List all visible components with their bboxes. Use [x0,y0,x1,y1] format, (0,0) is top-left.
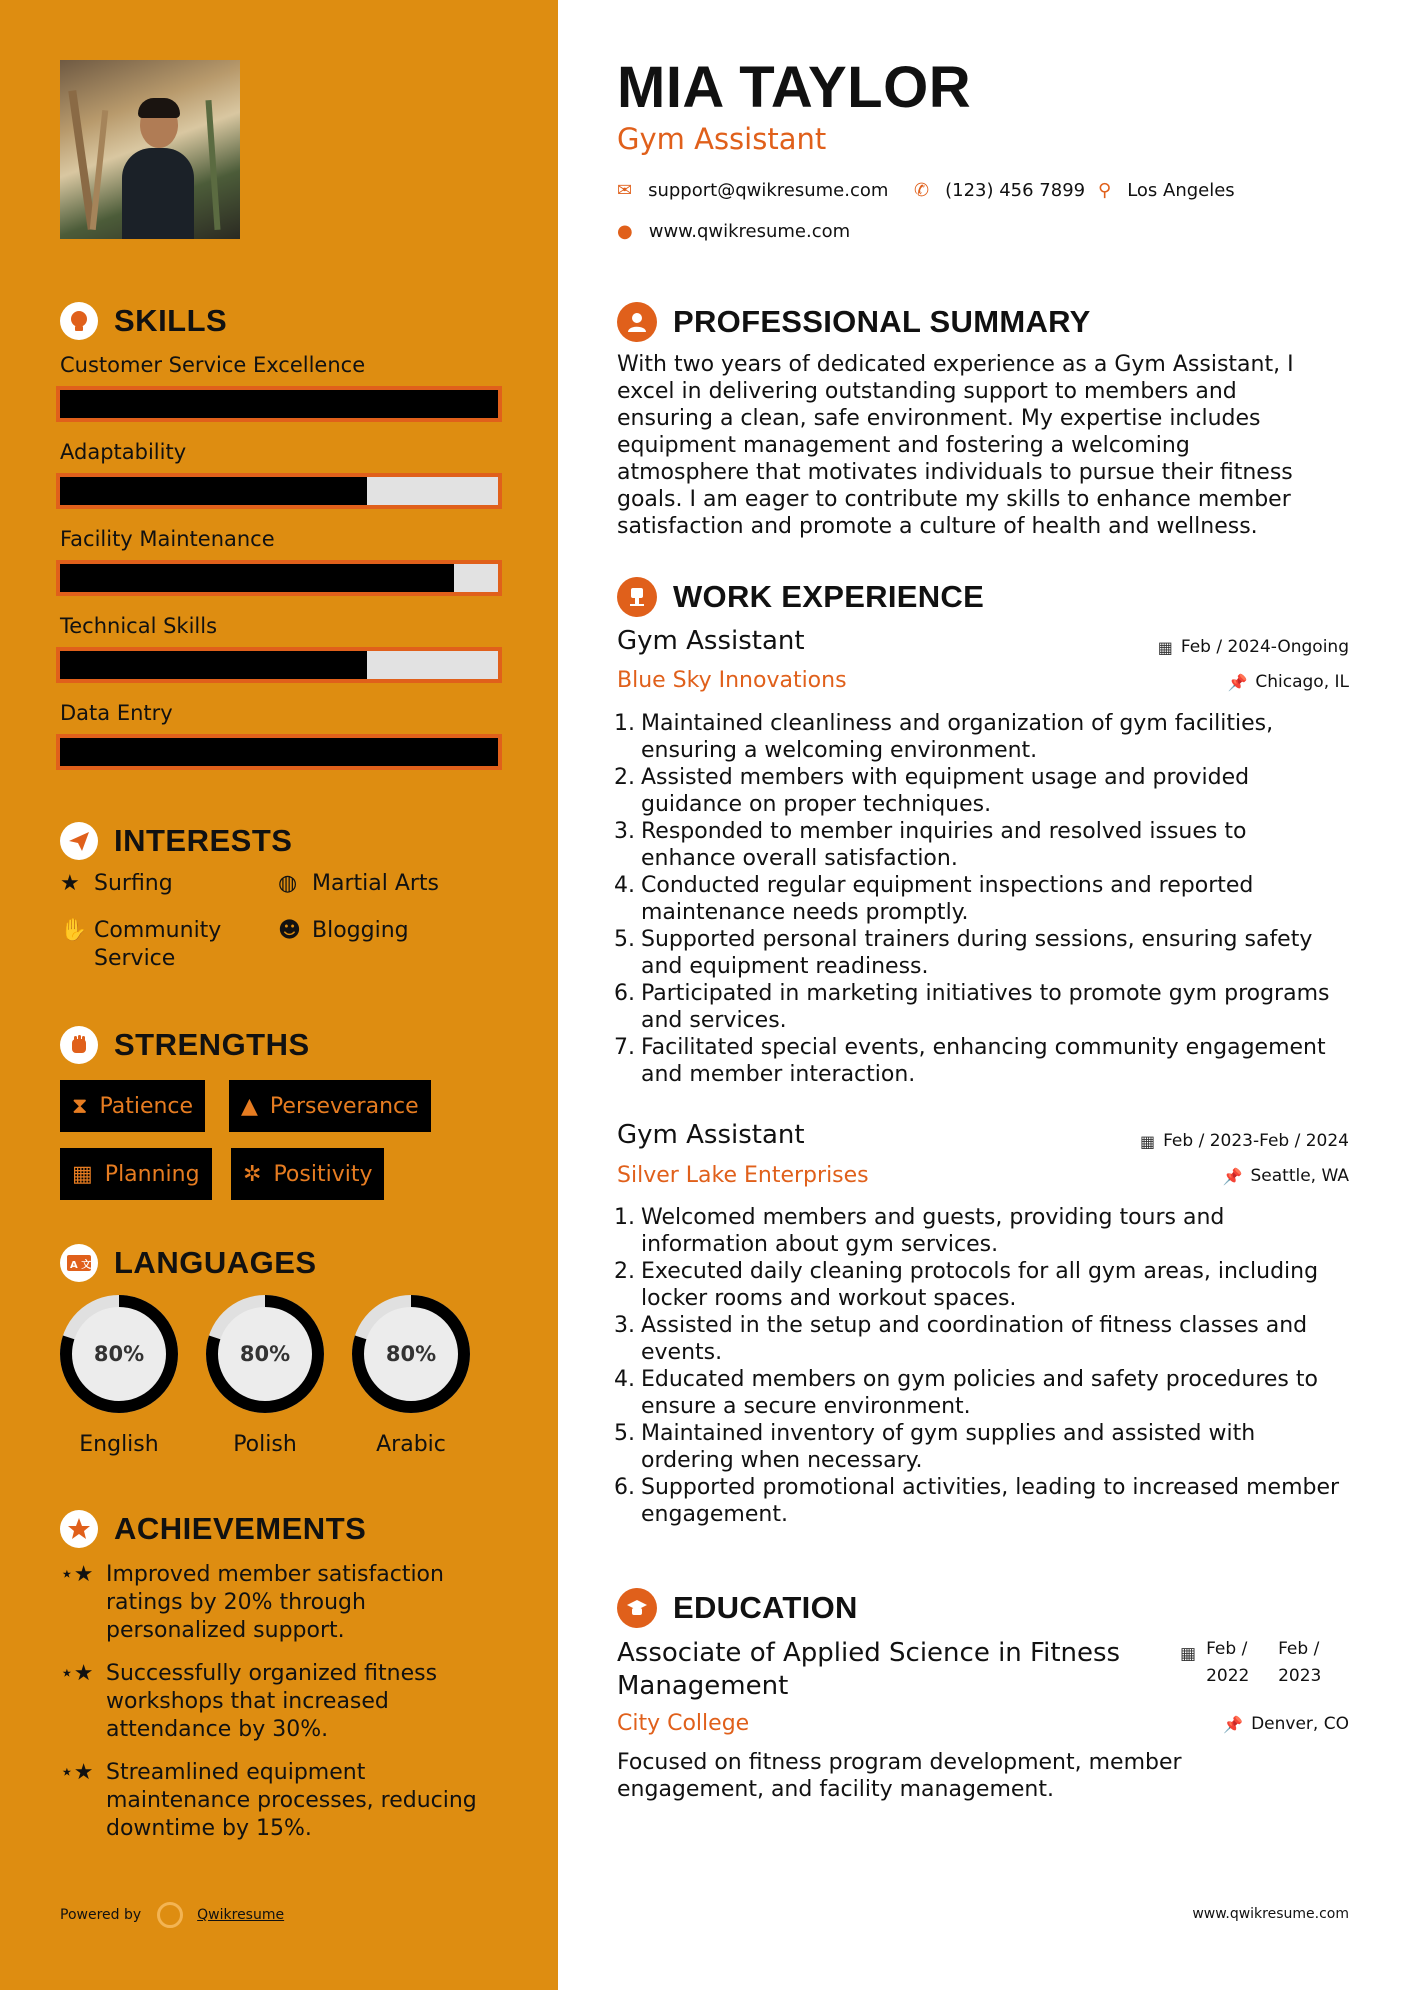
job-location-text: Chicago, IL [1255,672,1349,692]
language-ring [57,1292,181,1416]
qwikresume-link[interactable]: Qwikresume [197,1907,285,1923]
language-percent: 80% [385,1342,437,1366]
calendar-icon: ▦ [72,1161,93,1187]
calendar-icon: ▦ [1139,1131,1156,1151]
education-heading [617,1588,858,1628]
skill-bar-fill [60,477,367,505]
achievement-item [60,1759,500,1843]
language-item [57,1292,181,1457]
language-item [203,1292,327,1457]
globe-icon: ● [617,221,633,242]
job-duties-list [607,710,1347,1088]
language-percent: 80% [93,1342,145,1366]
list-item: 5. Supported personal trainers during sessions, ensuring safety and equipment readiness. [614,927,1313,979]
strength-tag [231,1148,384,1200]
list-item: 6. Participated in marketing initiatives to promote gym programs and services. [614,981,1330,1033]
strength-tag [60,1080,205,1132]
strengths-heading [60,1026,310,1064]
language-name: English [79,1432,159,1457]
skill-bar [56,386,502,422]
user-icon [617,302,657,342]
skill-bar-fill [60,738,498,766]
interest-item [60,917,240,973]
sun-icon: ✲ [243,1161,262,1187]
list-item: 1. Maintained cleanliness and organization of gym facilities, ensuring a welcoming environment. [614,711,1274,763]
company-name: Blue Sky Innovations [617,668,847,693]
list-item: 5. Maintained inventory of gym supplies and assisted with ordering when necessary. [614,1421,1256,1473]
website-text[interactable]: www.qwikresume.com [648,221,851,242]
skill-bar-fill [60,651,367,679]
interests-heading [60,822,292,860]
interest-label: Community Service [94,918,222,971]
interest-label: Martial Arts [312,871,440,896]
language-name: Arabic [376,1432,446,1457]
powered-by-text: Powered by [60,1907,142,1923]
interests-heading-text: INTERESTS [114,823,293,858]
graduation-icon [617,1588,657,1628]
strength-label: Perseverance [269,1093,419,1119]
education-dates [1180,1636,1328,1690]
medal-icon [60,1510,98,1548]
job-title: Gym Assistant [617,626,805,656]
job-dates-text: Feb / 2024-Ongoing [1180,637,1349,657]
trophy-star-icon: ⋆★ [60,1661,94,1686]
list-item: 2. Executed daily cleaning protocols for all gym areas, including locker rooms and workout spaces. [614,1259,1319,1311]
map-pin-icon: ⚲ [1098,180,1112,201]
achievements-heading [60,1510,366,1548]
road-icon: ▲ [241,1093,258,1119]
trophy-star-icon: ⋆★ [60,1562,94,1587]
paper-plane-icon [60,822,98,860]
skill-bar [56,647,502,683]
calendar-icon: ▦ [1157,637,1173,657]
fist-icon [60,1026,98,1064]
sidebar [0,0,558,1990]
summary-text: With two years of dedicated experience as a Gym Assistant, I excel in delivering outstanding support to members and ensuring a clean, safe environment. My expertise includes equipment management and fostering a welcoming atmosphere that motivates individuals to pursue their fitness goals. I am eager to contribute my skills to enhance member satisfaction and promote a culture of health and wellness. [617,352,1294,539]
language-percent: 80% [239,1342,291,1366]
education-location [1223,1714,1349,1734]
footer-website[interactable]: www.qwikresume.com [1192,1906,1349,1922]
phone-text: (123) 456 7899 [945,180,1086,201]
summary-heading [617,302,1091,342]
powered-by [60,1902,284,1928]
job-location-text: Seattle, WA [1250,1166,1349,1186]
pin-icon: 📌 [1222,1166,1243,1186]
achievement-text: Successfully organized fitness workshops that increased attendance by 30%. [106,1661,438,1742]
list-item: 4. Conducted regular equipment inspections and reported maintenance needs promptly. [614,873,1254,925]
email-text[interactable]: support@qwikresume.com [648,180,889,201]
strength-label: Patience [99,1093,194,1119]
star-icon: ★ [60,871,80,896]
trophy-star-icon: ⋆★ [60,1760,94,1785]
candidate-role: Gym Assistant [617,122,827,156]
languages-heading [60,1244,317,1282]
hand-icon: ✋ [60,918,88,943]
education-description: Focused on fitness program development, member engagement, and facility management. [617,1750,1182,1802]
qwikresume-logo-icon [157,1902,183,1928]
list-item: 3. Assisted in the setup and coordination of fitness classes and events. [614,1313,1308,1365]
language-ring [349,1292,473,1416]
pin-icon: 📌 [1223,1714,1244,1734]
skill-bar-fill [60,564,454,592]
interest-label: Surfing [94,871,173,896]
interest-item [278,917,409,945]
skill-bar [56,734,502,770]
calendar-icon: ▦ [1180,1644,1197,1664]
list-item: 6. Supported promotional activities, leading to increased member engagement. [614,1475,1340,1527]
list-item: 1. Welcomed members and guests, providing tours and information about gym services. [614,1205,1225,1257]
list-item: 2. Assisted members with equipment usage and provided guidance on proper techniques. [614,765,1250,817]
job-location [1227,672,1349,692]
skill-bar [56,560,502,596]
skill-bar-fill [60,390,498,418]
contact-phone [914,180,1085,201]
summary-heading-text: PROFESSIONAL SUMMARY [673,304,1091,339]
location-text: Los Angeles [1127,180,1235,201]
list-item: 7. Facilitated special events, enhancing community engagement and member interaction. [614,1035,1326,1087]
degree-title: Associate of Applied Science in Fitness Management [617,1638,1121,1701]
job-title: Gym Assistant [617,1120,805,1150]
languages-heading-text: LANGUAGES [114,1245,317,1280]
skill-bar [56,473,502,509]
achievement-text: Improved member satisfaction ratings by 20% through personalized support. [106,1562,444,1643]
achievement-text: Streamlined equipment maintenance processes, reducing downtime by 15%. [106,1760,477,1841]
language-item [349,1292,473,1457]
experience-heading [617,577,984,617]
education-location-text: Denver, CO [1251,1714,1349,1734]
lightbulb-icon [60,302,98,340]
users-icon: ☻ [278,918,301,943]
language-name: Polish [233,1432,297,1457]
achievements-heading-text: ACHIEVEMENTS [114,1511,367,1546]
job-duties-list [607,1204,1347,1528]
candidate-name: MIA TAYLOR [617,55,972,120]
company-name: Silver Lake Enterprises [617,1163,869,1188]
profile-photo [60,60,240,239]
strength-label: Planning [104,1161,200,1187]
skill-label: Adaptability [60,440,187,464]
strength-tag [229,1080,431,1132]
globe-icon: ◍ [278,871,298,896]
education-end: Feb / 2023 [1278,1639,1322,1686]
language-icon [60,1244,98,1282]
strength-label: Positivity [273,1161,373,1187]
job-location [1223,1166,1349,1186]
list-item: 3. Responded to member inquiries and resolved issues to enhance overall satisfaction. [614,819,1247,871]
skill-label: Facility Maintenance [60,527,275,551]
skills-heading [60,302,227,340]
envelope-icon: ✉ [617,180,633,201]
hourglass-icon: ⧗ [72,1093,88,1119]
skill-label: Customer Service Excellence [60,353,366,377]
school-name: City College [617,1711,750,1736]
interest-label: Blogging [312,918,409,943]
achievement-item [60,1660,500,1744]
phone-icon: ✆ [914,180,930,201]
strength-tag [60,1148,212,1200]
skill-label: Technical Skills [60,614,218,638]
skill-label: Data Entry [60,701,173,725]
job-dates [1140,1131,1349,1151]
list-item: 4. Educated members on gym policies and safety procedures to ensure a secure environment. [614,1367,1318,1419]
pin-icon: 📌 [1227,672,1248,692]
education-start: Feb / 2022 [1206,1639,1250,1686]
job-dates-text: Feb / 2023-Feb / 2024 [1163,1131,1349,1151]
job-dates [1158,637,1349,657]
education-heading-text: EDUCATION [673,1590,858,1625]
language-ring [203,1292,327,1416]
achievement-item [60,1561,500,1645]
skills-heading-text: SKILLS [114,303,228,338]
contact-website [617,221,850,242]
interest-item [60,870,173,898]
svg-text:A 文: A 文 [70,1260,92,1271]
interest-item [278,870,439,898]
contact-location [1098,180,1235,201]
experience-heading-text: WORK EXPERIENCE [673,579,985,614]
briefcase-icon [617,577,657,617]
strengths-heading-text: STRENGTHS [114,1027,310,1062]
contact-email [617,180,888,201]
